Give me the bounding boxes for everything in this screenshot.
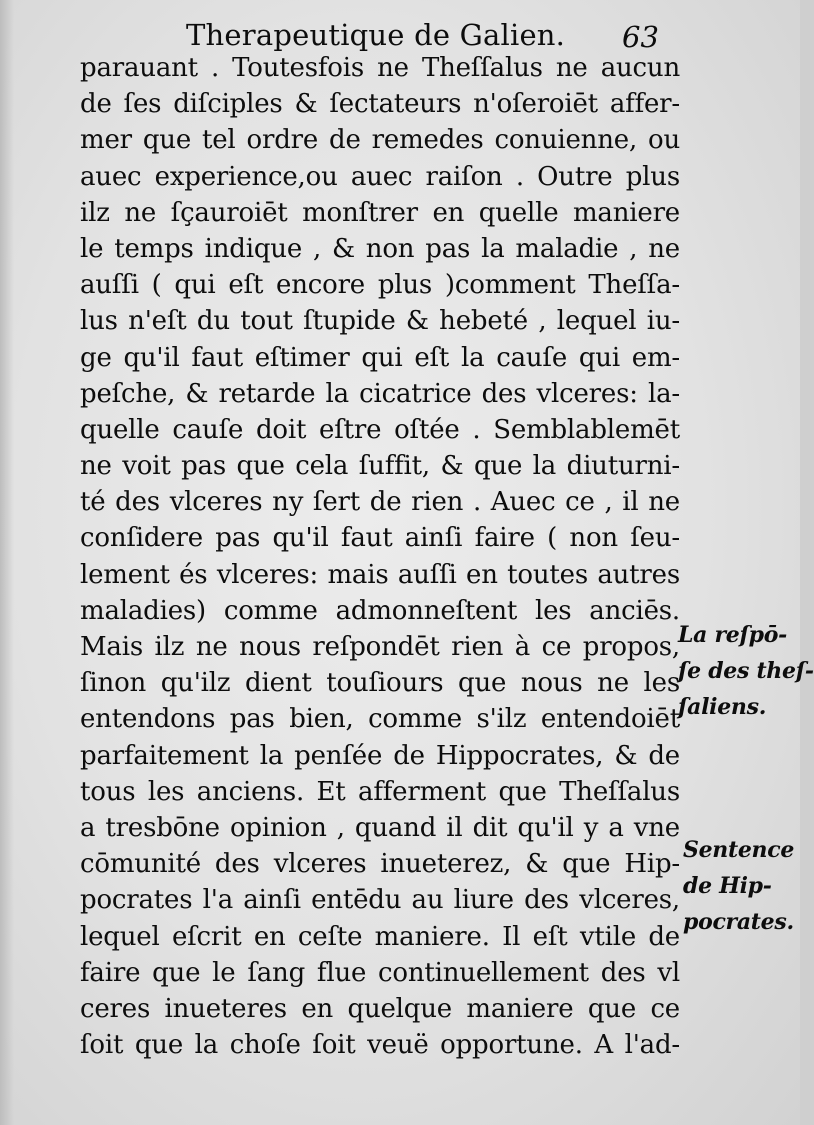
margin-note-line: Sentence [683, 837, 795, 863]
gutter-shadow [0, 0, 14, 1125]
text-line: le temps indique , & non pas la maladie , ne [80, 233, 680, 264]
text-line: auec experience,ou auec raiſon . Outre plus [80, 161, 680, 192]
margin-note-line: ſaliens. [678, 694, 767, 720]
text-line: ſoit que la choſe ſoit veuë opportune. A l'ad- [80, 1030, 680, 1061]
text-line: ceres inueteres en quelque maniere que ce [80, 993, 680, 1024]
text-line: faire que le ſang flue continuellement des vl [80, 957, 680, 988]
margin-note-line: pocrates. [683, 909, 794, 935]
text-line: ilz ne ſçauroiēt monſtrer en quelle maniere [80, 197, 680, 228]
running-title: Therapeutique de Galien. [186, 18, 566, 52]
text-line: conſidere pas qu'il faut ainſi faire ( non ſeu- [80, 523, 680, 554]
margin-note-response [678, 617, 814, 725]
text-line: mer que tel ordre de remedes conuienne, ou [80, 125, 680, 156]
margin-note-line: de Hip- [683, 873, 772, 899]
text-line: parfaitement la penſée de Hippocrates, & de [80, 740, 680, 771]
text-line: lement és vlceres: mais auſſi en toutes autres [80, 559, 680, 590]
text-line: auſſi ( qui eſt encore plus )comment Theſſa- [80, 270, 680, 301]
text-line: té des vlceres ny ſert de rien . Auec ce , il ne [80, 487, 680, 518]
text-line: pocrates l'a ainſi entēdu au liure des vlceres, [80, 885, 680, 916]
text-line: lequel eſcrit en ceſte maniere. Il eſt vtile de [80, 921, 680, 952]
margin-note-sentence [683, 832, 794, 940]
text-line: ſinon qu'ilz dient touſiours que nous ne les [80, 668, 680, 699]
page-number: 63 [622, 20, 659, 54]
text-line: entendons pas bien, comme s'ilz entendoiēt [80, 704, 680, 735]
margin-note-line: ſe des theſ- [678, 658, 814, 684]
text-line: peſche, & retarde la cicatrice des vlceres: la- [80, 378, 680, 409]
text-line: quelle cauſe doit eſtre oſtée . Semblablemēt [80, 414, 680, 445]
text-line: tous les anciens. Et afferment que Theſſalus [80, 776, 680, 807]
text-line: Mais ilz ne nous reſpondēt rien à ce propos, [80, 632, 680, 662]
text-line: cōmunité des vlceres inueterez, & que Hip- [80, 849, 680, 880]
text-line: de ſes diſciples & ſectateurs n'oſeroiēt affer- [80, 89, 680, 120]
text-line: lus n'eſt du tout ſtupide & hebeté , lequel iu- [80, 306, 680, 337]
text-line: ge qu'il faut eſtimer qui eſt la cauſe qui em- [80, 342, 680, 373]
text-line: a tresbōne opinion , quand il dit qu'il y a vne [80, 812, 680, 843]
margin-note-line: La reſpō- [678, 622, 787, 648]
body-text [80, 50, 680, 1063]
text-line: ne voit pas que cela ſuffit, & que la diuturni- [80, 451, 680, 482]
text-line: maladies) comme admonneſtent les anciēs. [80, 595, 680, 626]
text-line: parauant . Toutesfois ne Theſſalus ne aucun [80, 53, 680, 83]
